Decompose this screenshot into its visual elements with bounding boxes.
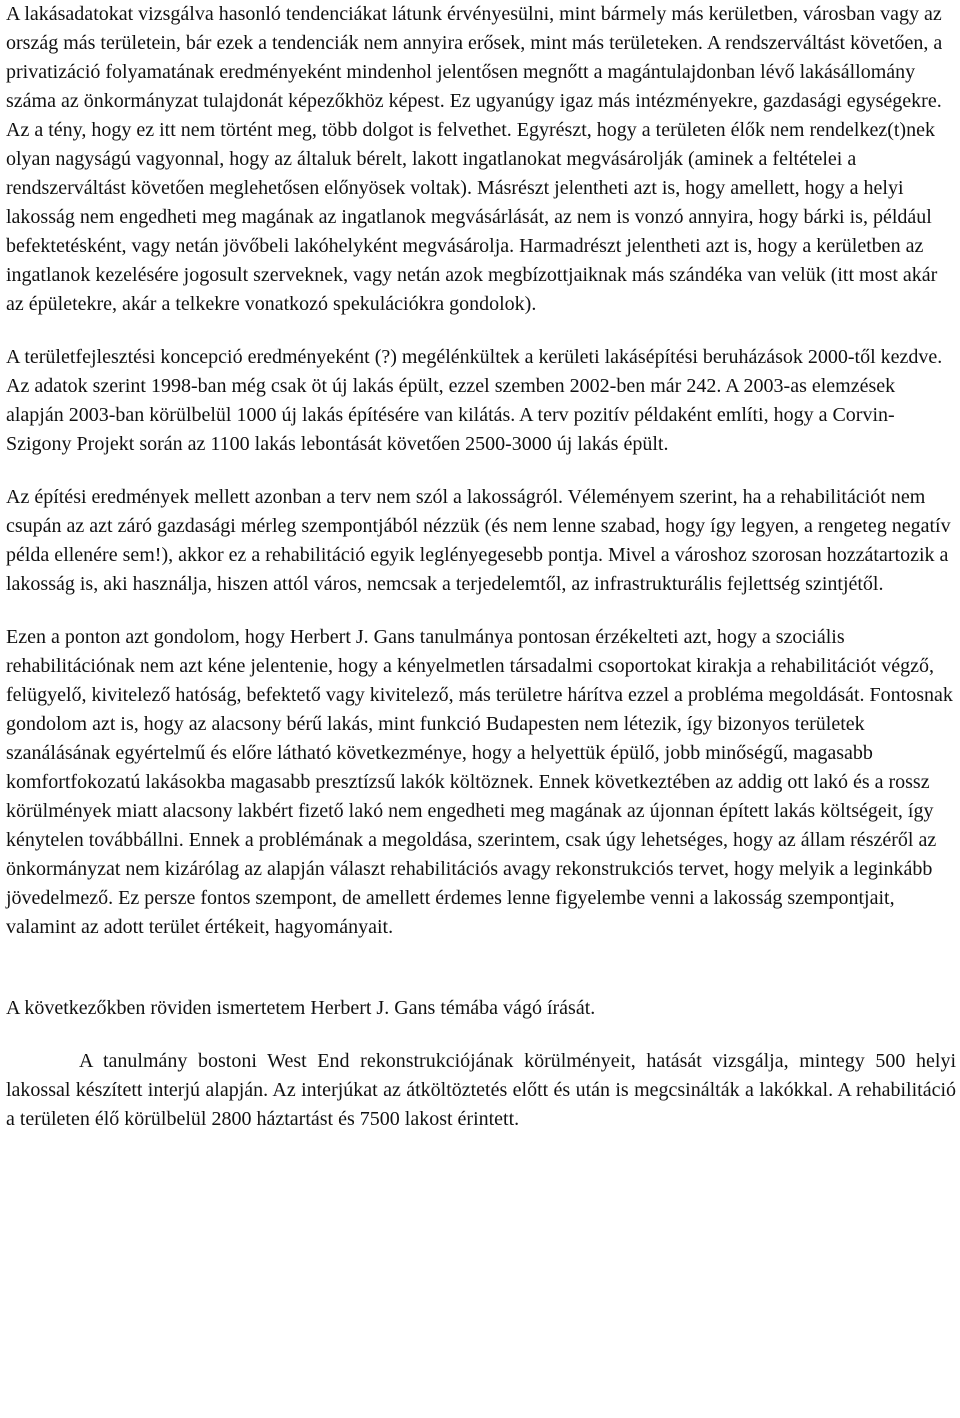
paragraph-development-concept: A területfejlesztési koncepció eredményeként (?) megélénkültek a kerületi lakásépítési beruházások 2000-től kezdve. Az adatok szerint 1998-ban még csak öt új lakás épült, ezzel szemben 2002-ben már 242. A 2003-as elemzések alapján 2003-ban körülbelül 1000 új lakás építésére van kilátás. A terv pozitív példaként említi, hogy a Corvin-Szigony Projekt során az 1100 lakás lebontását követően 2500-3000 új lakás épült. [6,346,943,455]
paragraph-gans-study: Ezen a ponton azt gondolom, hogy Herbert J. Gans tanulmánya pontosan érzékelteti azt, hogy a szociális rehabilitációnak nem azt kéne jelentenie, hogy a kényelmetlen társadalmi csoportokat kirakja a rehabilitációt végző, felügyelő, kivitelező hatóság, befektető vagy kivitelező, más területre hárítva ezzel a probléma megoldását. Fontosnak gondolom azt is, hogy az alacsony bérű lakás, mint funkció Budapesten nem létezik, így bizonyos területek szanálásának egyértelmű és előre látható következménye, hogy a helyettük épülő, jobb minőségű, magasabb komfortfokozatú lakásokba magasabb presztízsű lakók költöznek. Ennek következtében az addig ott lakó és a rossz körülmények miatt alacsony lakbért fizető lakó nem engedheti meg magának az újonnan épített lakás költségeit, így kénytelen továbbállni. Ennek a problémának a megoldása, szerintem, csak úgy lehetséges, hogy az állam részéről az önkormányzat nem kizárólag az alapján választ rehabilitációs avagy rekonstrukciós tervet, hogy melyik a leginkább jövedelmező. Ez persze fontos szempont, de amellett érdemes lenne figyelembe venni a lakosság szempontjait, valamint az adott terület értékeit, hagyományait. [6,626,953,938]
paragraph-west-end: A tanulmány bostoni West End rekonstrukciójának körülményeit, hatását vizsgálja, mintegy 500 helyi lakossal készített interjú alapján. Az interjúkat az átköltöztetés előtt és után is megcsinálták a lakókkal. A rehabilitáció a területen élő körülbelül 2800 háztartást és 7500 lakost érintett. [6,1050,956,1130]
document-page [6,0,956,1134]
paragraph-introduction: A következőkben röviden ismertetem Herbert J. Gans témába vágó írását. [6,997,596,1019]
paragraph-population: Az építési eredmények mellett azonban a terv nem szól a lakosságról. Véleményem szerint, ha a rehabilitációt nem csupán az azt záró gazdasági mérleg szempontjából nézzük (és nem lenne szabad, hogy így legyen, a rengeteg negatív példa ellenére sem!), akkor ez a rehabilitáció egyik leglényegesebb pontja. Mivel a városhoz szorosan hozzátartozik a lakosság is, aki használja, hiszen attól város, nemcsak a terjedelemtől, az infrastrukturális fejlettség szintjétől. [6,486,951,595]
paragraph-housing-data: A lakásadatokat vizsgálva hasonló tendenciákat látunk érvényesülni, mint bármely más kerületben, városban vagy az ország más területein, bár ezek a tendenciák nem annyira erősek, mint más területeken. A rendszerváltást követően, a privatizáció folyamatának eredményeként mindenhol jelentősen megnőtt a magántulajdonban lévő lakásállomány száma az önkormányzat tulajdonát képezőkhöz képest. Ez ugyanúgy igaz más intézményekre, gazdasági egységekre. Az a tény, hogy ez itt nem történt meg, több dolgot is felvethet. Egyrészt, hogy a területen élők nem rendelkez(t)nek olyan nagyságú vagyonnal, hogy az általuk bérelt, lakott ingatlanokat megvásárolják (aminek a feltételei a rendszerváltást követően meglehetősen előnyösek voltak). Másrészt jelentheti azt is, hogy amellett, hogy a helyi lakosság nem engedheti meg magának az ingatlanok megvásárlását, az nem is vonzó annyira, hogy bárki is, például befektetésként, vagy netán jövőbeli lakóhelyként megvásárolja. Harmadrészt jelentheti azt is, hogy a kerületben az ingatlanok kezelésére jogosult szerveknek, vagy netán azok megbízottjaiknak más szándéka van velük (itt most akár az épületekre, akár a telkekre vonatkozó spekulációkra gondolok). [6,3,943,315]
